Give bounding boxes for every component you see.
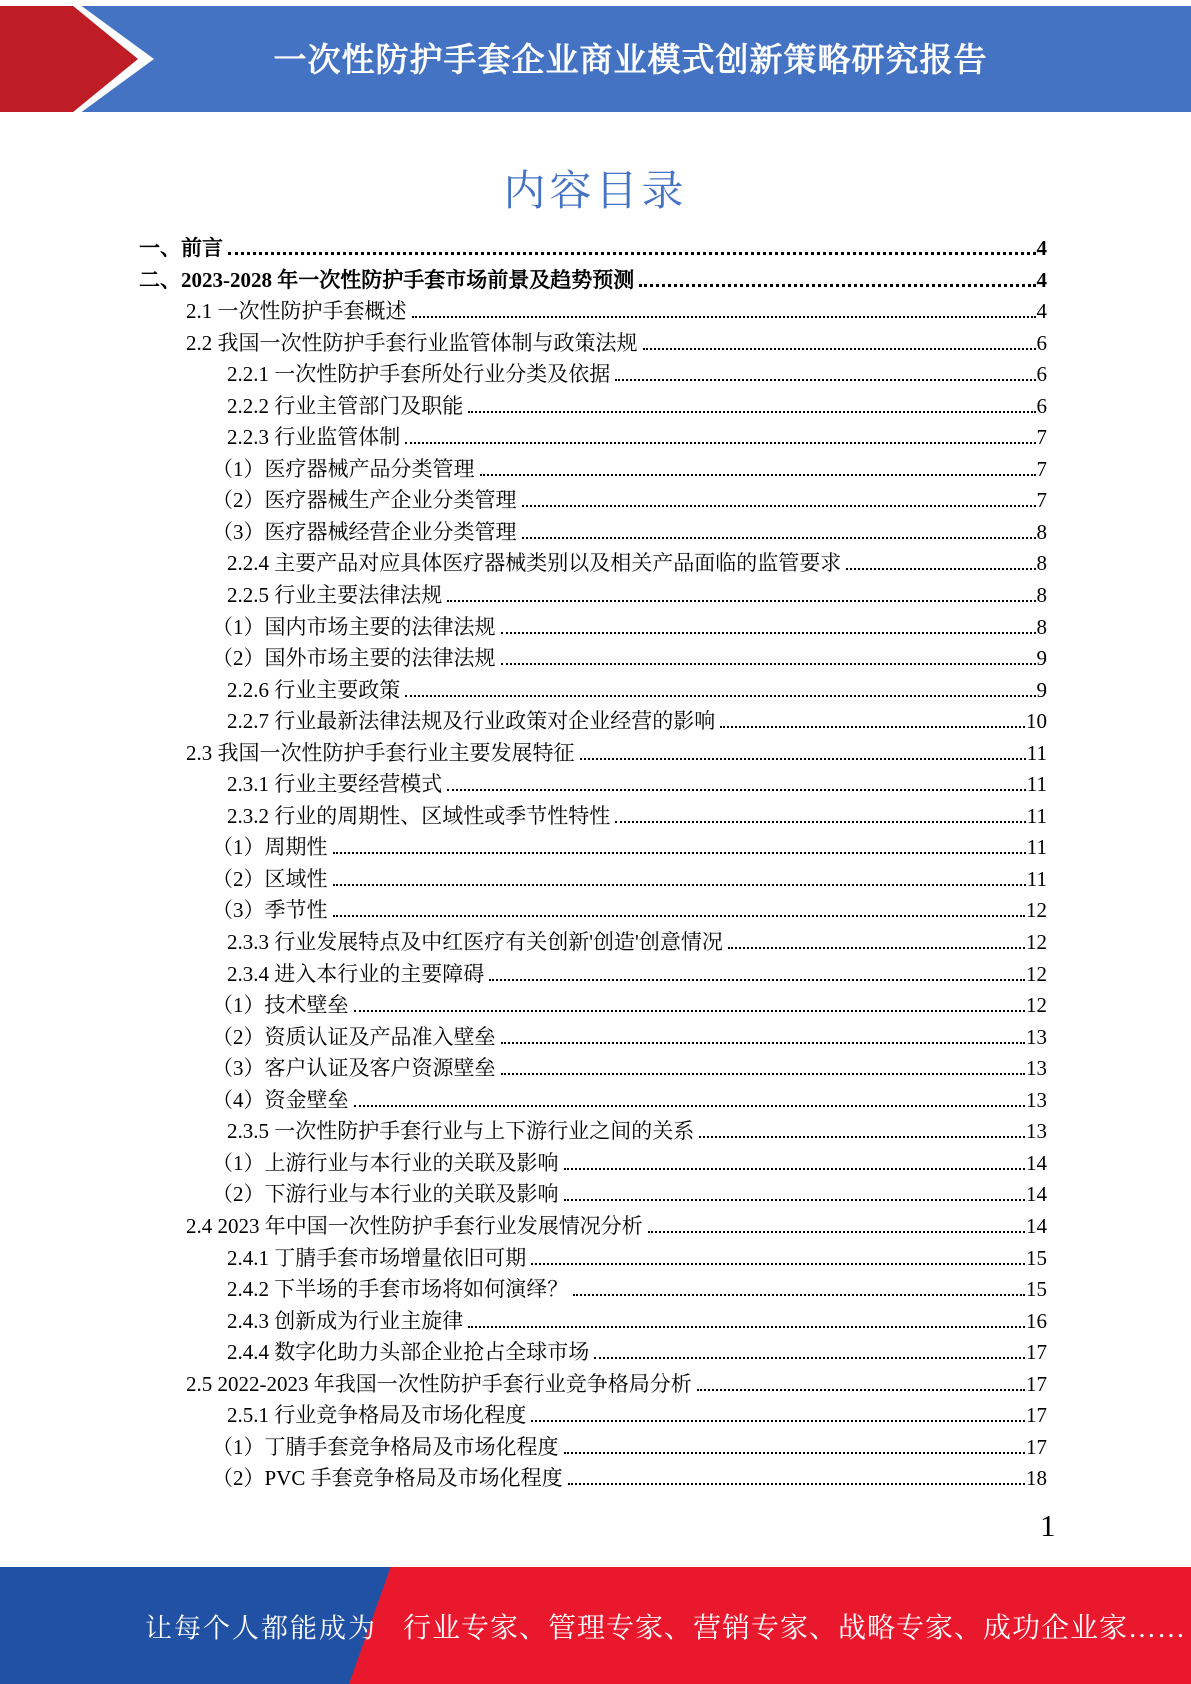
toc-entry-page: 7 [1036,425,1047,450]
toc-entry[interactable] [139,454,1047,486]
toc-entry-label: 2.3.5 一次性防护手套行业与上下游行业之间的关系 [227,1119,695,1144]
dotted-leader [522,505,1036,507]
dotted-leader [564,1168,1026,1170]
toc-entry-page: 13 [1026,1119,1047,1144]
toc-entry-label: 2.5 2022-2023 年我国一次性防护手套行业竞争格局分析 [186,1371,692,1396]
dotted-leader [615,821,1026,823]
dotted-leader [522,537,1036,539]
dotted-leader [354,1105,1026,1107]
toc-entry[interactable] [139,895,1047,927]
dotted-leader [354,1010,1026,1012]
dotted-leader [405,442,1035,444]
toc-entry[interactable] [139,738,1047,770]
footer-slogan-right: 行业专家、管理专家、营销专家、战略专家、成功企业家…… [403,1612,1187,1644]
toc-entry-page: 6 [1036,362,1047,387]
toc-entry-label: 一、前言 [139,236,223,260]
toc-entry-label: （3）医疗器械经营企业分类管理 [212,519,517,544]
toc-entry[interactable] [139,328,1047,360]
toc-entry-page: 17 [1026,1371,1047,1396]
dotted-leader [615,379,1035,381]
toc-entry[interactable] [139,1116,1047,1148]
toc-entry-label: （2）国外市场主要的法律法规 [212,646,496,671]
dotted-leader [580,758,1026,760]
toc-entry-page: 13 [1026,1087,1047,1112]
toc-entry-label: 2.3 我国一次性防护手套行业主要发展特征 [186,740,575,765]
toc-entry[interactable] [139,548,1047,580]
toc-entry-label: （3）客户认证及客户资源壁垒 [212,1056,496,1081]
toc-entry[interactable] [139,675,1047,707]
dotted-leader [720,726,1025,728]
toc-entry-page: 12 [1026,898,1047,923]
toc-entry[interactable] [139,1400,1047,1432]
toc-entry[interactable] [139,422,1047,454]
dotted-leader [501,1073,1026,1075]
toc-entry-label: 2.1 一次性防护手套概述 [186,299,407,324]
toc-list [139,233,1047,1495]
dotted-leader [405,695,1035,697]
toc-entry-label: 2.2.5 行业主要法律法规 [227,583,443,608]
dotted-leader [333,852,1026,854]
toc-entry[interactable] [139,1274,1047,1306]
toc-entry-page: 4 [1036,299,1047,324]
toc-entry-page: 15 [1026,1245,1047,1270]
toc-entry-page: 18 [1026,1466,1047,1491]
toc-entry-page: 8 [1036,551,1047,576]
dotted-leader [639,284,1035,287]
toc-entry-label: 2.3.3 行业发展特点及中红医疗有关创新'创造'创意情况 [227,930,723,955]
toc-entry-label: 2.2.3 行业监管体制 [227,425,401,450]
toc-entry-label: 2.2 我国一次性防护手套行业监管体制与政策法规 [186,330,638,355]
report-title: 一次性防护手套企业商业模式创新策略研究报告 [273,41,988,78]
toc-entry-page: 9 [1036,677,1047,702]
toc-entry[interactable] [139,580,1047,612]
dotted-leader [568,1483,1025,1485]
toc-entry-label: 2.2.7 行业最新法律法规及行业政策对企业经营的影响 [227,709,716,734]
toc-entry[interactable] [139,706,1047,738]
dotted-leader [501,1042,1026,1044]
page-header-band [0,6,1191,112]
dotted-leader [846,568,1035,570]
toc-entry[interactable] [139,864,1047,896]
toc-entry-page: 12 [1026,930,1047,955]
dotted-leader [573,1294,1025,1296]
toc-entry[interactable] [139,391,1047,423]
toc-entry[interactable] [139,832,1047,864]
toc-entry[interactable] [139,485,1047,517]
toc-entry-page: 7 [1036,456,1047,481]
toc-entry-page: 13 [1026,1024,1047,1049]
toc-entry-label: 2.4 2023 年中国一次性防护手套行业发展情况分析 [186,1213,643,1238]
toc-entry-page: 10 [1026,709,1047,734]
toc-entry-page: 8 [1036,614,1047,639]
toc-entry-page: 15 [1026,1277,1047,1302]
toc-heading: 内容目录 [503,169,688,215]
toc-entry-page: 11 [1026,803,1047,828]
toc-entry-page: 11 [1026,772,1047,797]
toc-entry-page: 12 [1026,961,1047,986]
toc-entry-page: 8 [1036,519,1047,544]
toc-entry[interactable] [139,233,1047,265]
toc-entry-label: （1）丁腈手套竞争格局及市场化程度 [212,1434,559,1459]
toc-entry-page: 14 [1026,1182,1047,1207]
dotted-leader [501,663,1036,665]
toc-entry-label: （4）资金壁垒 [212,1087,349,1112]
toc-entry-label: 2.2.4 主要产品对应具体医疗器械类别以及相关产品面临的监管要求 [227,551,842,576]
toc-entry-label: （2）区域性 [212,866,328,891]
dotted-leader [333,915,1026,917]
toc-entry-label: 2.4.4 数字化助力头部企业抢占全球市场 [227,1340,590,1365]
toc-entry-page: 17 [1026,1434,1047,1459]
toc-entry-page: 11 [1026,866,1047,891]
toc-entry-label: （2）资质认证及产品准入壁垒 [212,1024,496,1049]
dotted-leader [643,348,1036,350]
dotted-leader [333,884,1026,886]
toc-entry[interactable] [139,612,1047,644]
toc-entry-label: 二、2023-2028 年一次性防护手套市场前景及趋势预测 [139,267,635,292]
toc-entry-page: 14 [1026,1213,1047,1238]
toc-entry[interactable] [139,1369,1047,1401]
toc-entry-label: （1）上游行业与本行业的关联及影响 [212,1150,559,1175]
toc-entry-label: 2.4.1 丁腈手套市场增量依旧可期 [227,1245,527,1270]
toc-entry-page: 11 [1026,740,1047,765]
toc-entry-page: 12 [1026,993,1047,1018]
dotted-leader [594,1357,1025,1359]
toc-entry-label: （2）下游行业与本行业的关联及影响 [212,1182,559,1207]
toc-entry-label: 2.3.2 行业的周期性、区域性或季节性特性 [227,803,611,828]
toc-entry-page: 13 [1026,1056,1047,1081]
toc-entry-label: 2.2.6 行业主要政策 [227,677,401,702]
page-number: 1 [1040,1508,1056,1543]
toc-entry[interactable] [139,296,1047,328]
dotted-leader [531,1263,1025,1265]
toc-entry-label: （1）周期性 [212,835,328,860]
toc-entry[interactable] [139,1243,1047,1275]
toc-entry-label: 2.2.2 行业主管部门及职能 [227,393,464,418]
toc-entry[interactable] [139,1085,1047,1117]
toc-entry-label: （1）国内市场主要的法律法规 [212,614,496,639]
toc-entry-label: （3）季节性 [212,898,328,923]
toc-entry[interactable] [139,1337,1047,1369]
toc-entry-page: 16 [1026,1308,1047,1333]
dotted-leader [564,1199,1026,1201]
toc-entry-label: （1）技术壁垒 [212,993,349,1018]
toc-entry[interactable] [139,927,1047,959]
toc-entry-label: 2.4.2 下半场的手套市场将如何演绎？ [227,1277,569,1302]
toc-entry[interactable] [139,1463,1047,1495]
toc-entry[interactable] [139,517,1047,549]
dotted-leader [447,789,1026,791]
toc-entry-label: （2）医疗器械生产企业分类管理 [212,488,517,513]
toc-entry-label: 2.4.3 创新成为行业主旋律 [227,1308,464,1333]
dotted-leader [697,1389,1025,1391]
toc-entry[interactable] [139,1306,1047,1338]
toc-entry[interactable] [139,1022,1047,1054]
toc-entry-page: 17 [1026,1403,1047,1428]
toc-entry[interactable] [139,959,1047,991]
toc-entry[interactable] [139,1179,1047,1211]
toc-entry-label: （2）PVC 手套竞争格局及市场化程度 [212,1466,563,1491]
page-footer-band [0,1567,1191,1684]
toc-entry[interactable] [139,643,1047,675]
toc-entry-label: 2.3.1 行业主要经营模式 [227,772,443,797]
toc-entry-label: 2.5.1 行业竞争格局及市场化程度 [227,1403,527,1428]
dotted-leader [412,316,1036,318]
dotted-leader [699,1136,1025,1138]
toc-entry[interactable] [139,359,1047,391]
dotted-leader [564,1452,1026,1454]
toc-entry[interactable] [139,769,1047,801]
toc-entry[interactable] [139,1432,1047,1464]
dotted-leader [728,947,1025,949]
toc-entry-page: 14 [1026,1150,1047,1175]
toc-entry[interactable] [139,1053,1047,1085]
toc-entry[interactable] [139,1211,1047,1243]
toc-entry-page: 7 [1036,488,1047,513]
dotted-leader [468,411,1035,413]
toc-entry-page: 4 [1036,236,1047,260]
toc-entry-page: 6 [1036,330,1047,355]
dotted-leader [480,474,1036,476]
toc-entry[interactable] [139,265,1047,297]
toc-entry-page: 11 [1026,835,1047,860]
toc-entry-page: 17 [1026,1340,1047,1365]
toc-entry-label: （1）医疗器械产品分类管理 [212,456,475,481]
toc-entry-page: 8 [1036,583,1047,608]
dotted-leader [489,979,1025,981]
dotted-leader [468,1326,1025,1328]
dotted-leader [447,600,1035,602]
dotted-leader [648,1231,1025,1233]
toc-entry[interactable] [139,1148,1047,1180]
toc-entry[interactable] [139,801,1047,833]
footer-slogan-left: 让每个人都能成为 [145,1613,377,1643]
dotted-leader [531,1420,1025,1422]
toc-entry-label: 2.3.4 进入本行业的主要障碍 [227,961,485,986]
toc-entry-page: 9 [1036,646,1047,671]
toc-entry-page: 4 [1036,267,1047,292]
toc-entry-label: 2.2.1 一次性防护手套所处行业分类及依据 [227,362,611,387]
dotted-leader [501,632,1036,634]
dotted-leader [228,252,1036,255]
toc-entry[interactable] [139,990,1047,1022]
toc-entry-page: 6 [1036,393,1047,418]
